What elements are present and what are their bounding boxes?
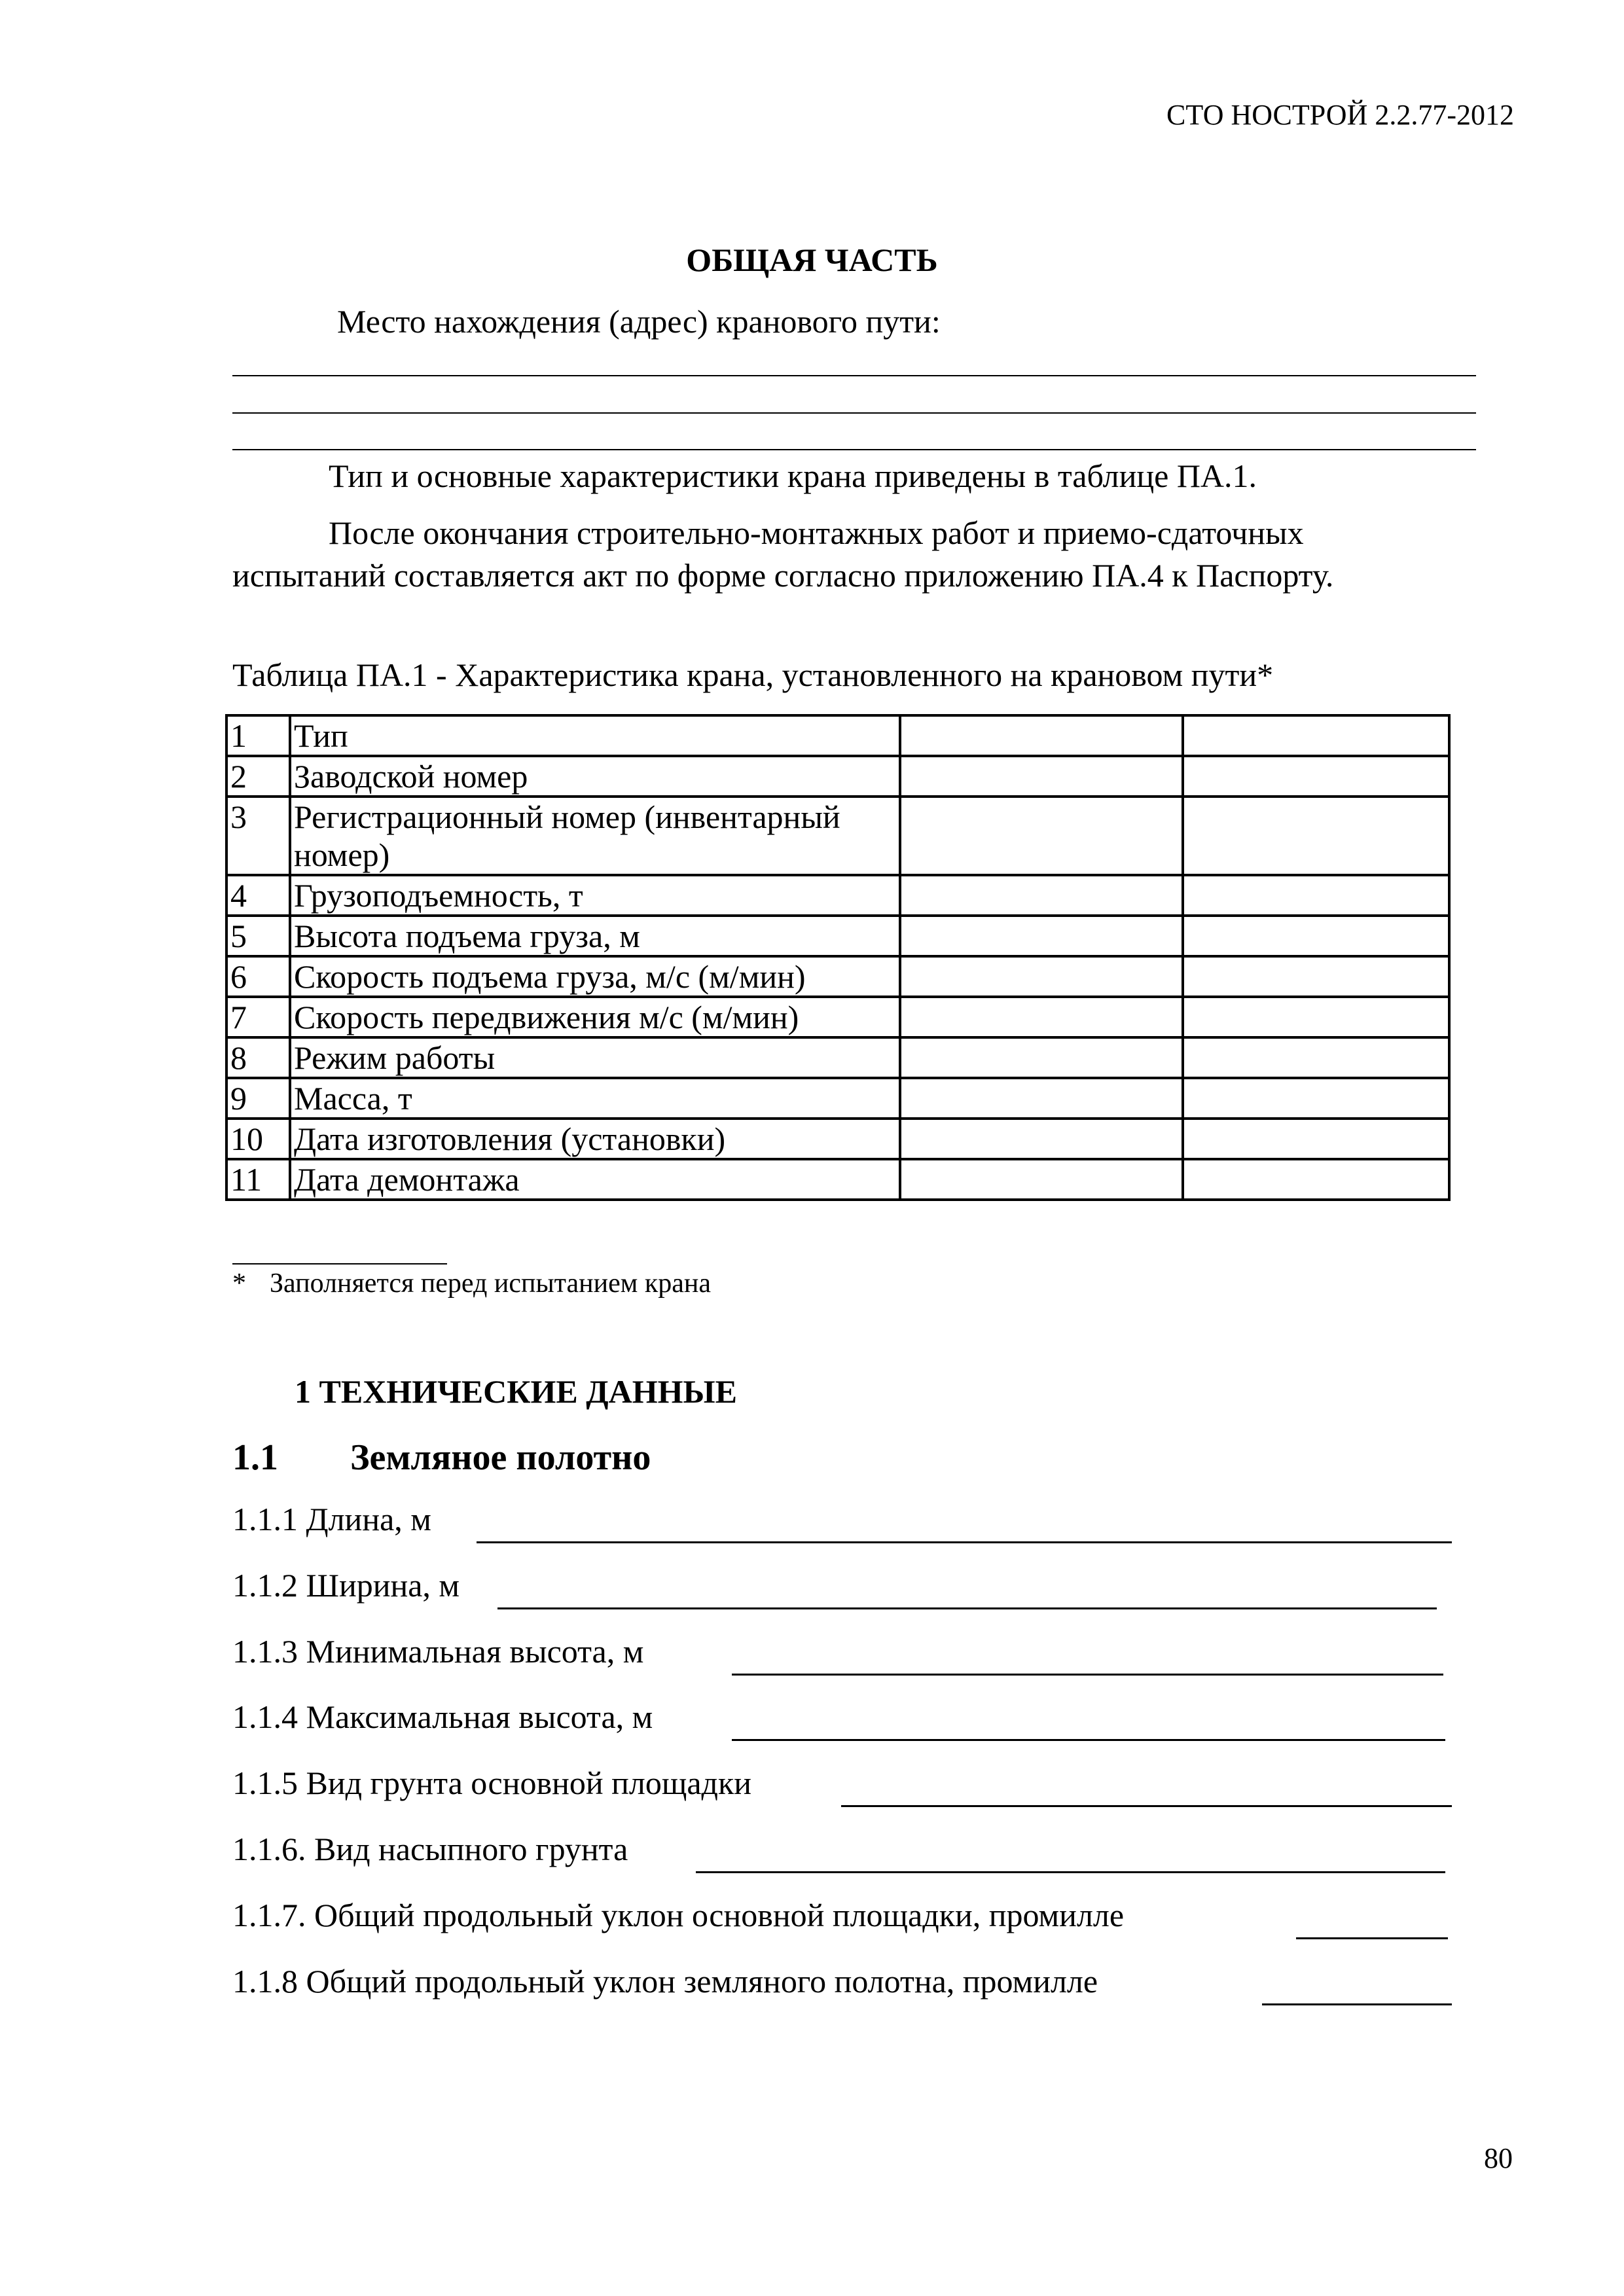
table-row bbox=[226, 916, 1449, 956]
table-row bbox=[226, 956, 1449, 997]
value-cell-1[interactable] bbox=[900, 756, 1183, 797]
field-line-fill-soil[interactable] bbox=[696, 1871, 1445, 1873]
table-row bbox=[226, 875, 1449, 916]
row-parameter: Масса, т bbox=[290, 1078, 900, 1119]
row-parameter: Скорость подъема груза, м/с (м/мин) bbox=[290, 956, 900, 997]
table-row bbox=[226, 1078, 1449, 1119]
field-line-min-height[interactable] bbox=[732, 1674, 1443, 1676]
field-label-base-slope: 1.1.7. Общий продольный уклон основной площадки, промилле bbox=[232, 1897, 1125, 1933]
address-line-3[interactable] bbox=[232, 449, 1476, 450]
value-cell-2[interactable] bbox=[1183, 1078, 1449, 1119]
value-cell-2[interactable] bbox=[1183, 916, 1449, 956]
page-number: 80 bbox=[1484, 2142, 1513, 2174]
value-cell-2[interactable] bbox=[1183, 956, 1449, 997]
table-row bbox=[226, 1119, 1449, 1159]
table-row bbox=[226, 1159, 1449, 1200]
value-cell-1[interactable] bbox=[900, 956, 1183, 997]
section-title: ОБЩАЯ ЧАСТЬ bbox=[686, 242, 938, 278]
row-parameter: Скорость передвижения м/с (м/мин) bbox=[290, 997, 900, 1037]
address-line-1[interactable] bbox=[232, 375, 1476, 376]
row-number: 6 bbox=[226, 956, 290, 997]
value-cell-2[interactable] bbox=[1183, 715, 1449, 756]
table-row bbox=[226, 1037, 1449, 1078]
row-parameter: Дата изготовления (установки) bbox=[290, 1119, 900, 1159]
row-number: 8 bbox=[226, 1037, 290, 1078]
row-number: 9 bbox=[226, 1078, 290, 1119]
footnote bbox=[232, 1268, 711, 1299]
value-cell-2[interactable] bbox=[1183, 997, 1449, 1037]
value-cell-1[interactable] bbox=[900, 1119, 1183, 1159]
value-cell-2[interactable] bbox=[1183, 875, 1449, 916]
value-cell-1[interactable] bbox=[900, 997, 1183, 1037]
table-row bbox=[226, 997, 1449, 1037]
value-cell-2[interactable] bbox=[1183, 797, 1449, 875]
table-row bbox=[226, 756, 1449, 797]
paragraph-acceptance-line-2: испытаний составляется акт по форме согласно приложению ПА.4 к Паспорту. bbox=[232, 557, 1334, 594]
field-label-max-height: 1.1.4 Максимальная высота, м bbox=[232, 1698, 653, 1735]
row-number: 5 bbox=[226, 916, 290, 956]
field-line-base-soil[interactable] bbox=[841, 1805, 1452, 1807]
row-parameter: Дата демонтажа bbox=[290, 1159, 900, 1200]
row-number: 2 bbox=[226, 756, 290, 797]
field-line-length[interactable] bbox=[477, 1541, 1452, 1543]
row-parameter: Грузоподъемность, т bbox=[290, 875, 900, 916]
crane-characteristics-table bbox=[225, 714, 1451, 1201]
row-number: 11 bbox=[226, 1159, 290, 1200]
value-cell-1[interactable] bbox=[900, 916, 1183, 956]
field-label-embankment-slope: 1.1.8 Общий продольный уклон земляного полотна, промилле bbox=[232, 1963, 1098, 2000]
row-parameter: Заводской номер bbox=[290, 756, 900, 797]
footnote-separator bbox=[232, 1263, 447, 1265]
row-parameter: Тип bbox=[290, 715, 900, 756]
field-label-width: 1.1.2 Ширина, м bbox=[232, 1567, 460, 1604]
value-cell-1[interactable] bbox=[900, 875, 1183, 916]
row-number: 10 bbox=[226, 1119, 290, 1159]
value-cell-1[interactable] bbox=[900, 1159, 1183, 1200]
paragraph-crane-type: Тип и основные характеристики крана приведены в таблице ПА.1. bbox=[329, 457, 1257, 494]
table-caption: Таблица ПА.1 - Характеристика крана, установленного на крановом пути* bbox=[232, 656, 1274, 693]
row-parameter: Регистрационный номер (инвентарный номер) bbox=[290, 797, 900, 875]
value-cell-2[interactable] bbox=[1183, 756, 1449, 797]
value-cell-1[interactable] bbox=[900, 1037, 1183, 1078]
address-line-2[interactable] bbox=[232, 412, 1476, 414]
value-cell-2[interactable] bbox=[1183, 1159, 1449, 1200]
subsection-heading bbox=[232, 1437, 651, 1479]
row-number: 7 bbox=[226, 997, 290, 1037]
row-number: 1 bbox=[226, 715, 290, 756]
value-cell-2[interactable] bbox=[1183, 1037, 1449, 1078]
footnote-text: Заполняется перед испытанием крана bbox=[270, 1268, 712, 1299]
field-label-min-height: 1.1.3 Минимальная высота, м bbox=[232, 1633, 644, 1670]
address-label: Место нахождения (адрес) кранового пути: bbox=[337, 303, 941, 340]
paragraph-acceptance-line-1: После окончания строительно-монтажных работ и приемо-сдаточных bbox=[329, 514, 1304, 551]
field-line-max-height[interactable] bbox=[732, 1739, 1445, 1741]
footnote-mark: * bbox=[232, 1268, 246, 1299]
row-parameter: Режим работы bbox=[290, 1037, 900, 1078]
document-code: СТО НОСТРОЙ 2.2.77-2012 bbox=[1166, 99, 1514, 131]
subsection-title: Земляное полотно bbox=[350, 1437, 651, 1478]
subsection-number: 1.1 bbox=[232, 1437, 278, 1478]
value-cell-2[interactable] bbox=[1183, 1119, 1449, 1159]
field-label-fill-soil: 1.1.6. Вид насыпного грунта bbox=[232, 1831, 628, 1867]
field-line-base-slope[interactable] bbox=[1296, 1937, 1448, 1939]
value-cell-1[interactable] bbox=[900, 797, 1183, 875]
row-number: 3 bbox=[226, 797, 290, 875]
field-label-base-soil: 1.1.5 Вид грунта основной площадки bbox=[232, 1765, 752, 1801]
field-label-length: 1.1.1 Длина, м bbox=[232, 1501, 431, 1537]
row-number: 4 bbox=[226, 875, 290, 916]
row-parameter: Высота подъема груза, м bbox=[290, 916, 900, 956]
field-line-width[interactable] bbox=[497, 1607, 1437, 1609]
table-row bbox=[226, 797, 1449, 875]
table-row bbox=[226, 715, 1449, 756]
value-cell-1[interactable] bbox=[900, 715, 1183, 756]
technical-data-heading: 1 ТЕХНИЧЕСКИЕ ДАННЫЕ bbox=[295, 1373, 737, 1410]
value-cell-1[interactable] bbox=[900, 1078, 1183, 1119]
field-line-embankment-slope[interactable] bbox=[1262, 2003, 1452, 2005]
